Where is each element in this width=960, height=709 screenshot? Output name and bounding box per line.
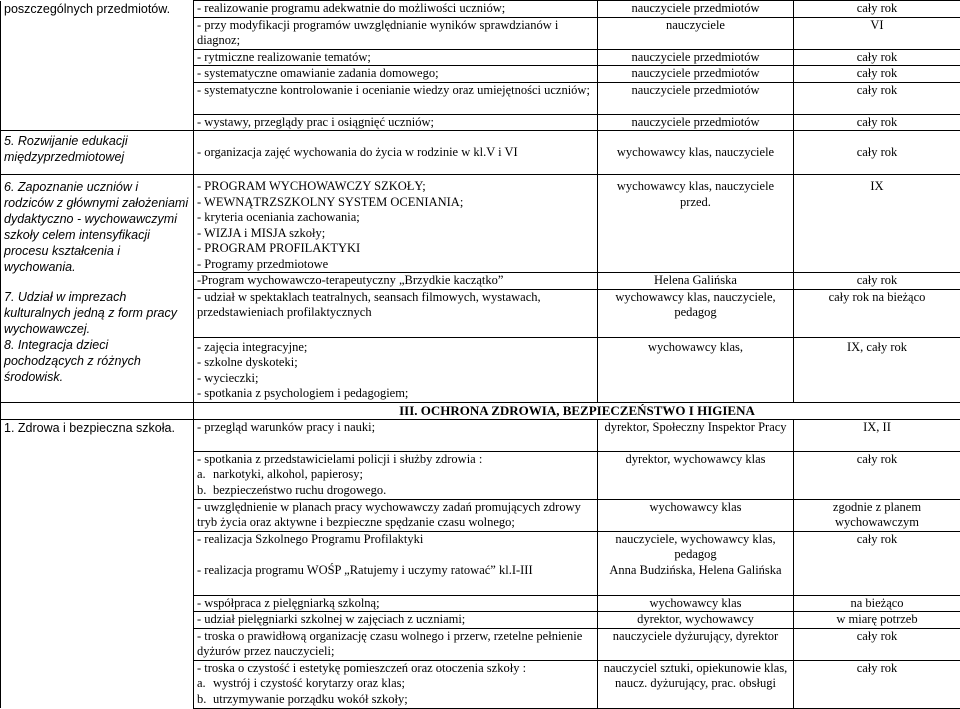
sub-item-number: a. xyxy=(197,467,213,483)
deadline-cell: IX, cały rok xyxy=(794,337,960,402)
task-cell: - uwzględnienie w planach pracy wychowawczy zadań promujących zdrowy tryb życia oraz aktywne i bezpieczne spędzanie czasu wolnego; xyxy=(194,499,598,531)
deadline-text: cały rok xyxy=(857,145,898,159)
deadline-cell: IX xyxy=(794,175,960,273)
task-line: - zajęcia integracyjne; xyxy=(197,340,594,356)
task-cell xyxy=(194,131,598,175)
responsible-cell: nauczyciele przedmiotów xyxy=(598,1,794,18)
task-line: - Programy przedmiotowe xyxy=(197,257,594,273)
sub-item-text: wystrój i czystość korytarzy oraz klas; xyxy=(213,676,405,690)
deadline-cell: w miarę potrzeb xyxy=(794,612,960,629)
task-cell: - udział pielęgniarki szkolnej w zajęciach z uczniami; xyxy=(194,612,598,629)
deadline-cell: cały rok xyxy=(794,82,960,114)
task-cell xyxy=(194,660,598,708)
task-line: - PROGRAM WYCHOWAWCZY SZKOŁY; xyxy=(197,179,594,195)
goal-cell xyxy=(1,402,194,419)
task-line: - WIZJA i MISJA szkoły; xyxy=(197,226,594,242)
task-line: - WEWNĄTRZSZKOLNY SYSTEM OCENIANIA; xyxy=(197,195,594,211)
responsible-cell: nauczyciele dyżurujący, dyrektor xyxy=(598,628,794,660)
responsible-cell: nauczyciel sztuki, opiekunowie klas, naucz. dyżurujący, prac. obsługi xyxy=(598,660,794,708)
responsible-cell: nauczyciele przedmiotów xyxy=(598,66,794,83)
task-cell: - troska o prawidłową organizację czasu wolnego i przerw, rzetelne pełnienie dyżurów przez nauczycieli; xyxy=(194,628,598,660)
goal-heading: 1. Zdrowa i bezpieczna szkoła. xyxy=(4,421,175,435)
task-text: - organizacja zajęć wychowania do życia w rodzinie w kl.V i VI xyxy=(197,145,518,159)
task-line: - spotkania z psychologiem i pedagogiem; xyxy=(197,386,594,402)
goal-cell xyxy=(1,419,194,708)
responsible-cell: wychowawcy klas, nauczyciele przed. xyxy=(598,175,794,273)
deadline-cell xyxy=(794,131,960,175)
sub-item xyxy=(197,467,594,483)
task-cell: - systematyczne kontrolowanie i ocenianie wiedzy oraz umiejętności uczniów; xyxy=(194,82,598,114)
task-cell xyxy=(194,451,598,499)
sub-item-text: narkotyki, alkohol, papierosy; xyxy=(213,467,363,481)
responsible-text: nauczyciele, wychowawcy klas, pedagog xyxy=(601,532,790,563)
deadline-cell: zgodnie z planem wychowawczym xyxy=(794,499,960,531)
sub-item xyxy=(197,676,594,692)
goal-cell xyxy=(1,1,194,131)
task-cell xyxy=(194,337,598,402)
task-line: - PROGRAM PROFILAKTYKI xyxy=(197,241,594,257)
table-row xyxy=(1,131,960,175)
sub-item-number: b. xyxy=(197,483,213,499)
sub-item-number: b. xyxy=(197,692,213,708)
task-line: - spotkania z przedstawicielami policji i służby zdrowia : xyxy=(197,452,594,468)
section-heading: III. OCHRONA ZDROWIA, BEZPIECZEŃSTWO I HIGIENA xyxy=(194,402,960,419)
task-cell: - przegląd warunków pracy i nauki; xyxy=(194,419,598,451)
deadline-cell: cały rok xyxy=(794,451,960,499)
task-line: - realizacja Szkolnego Programu Profilaktyki xyxy=(197,532,594,548)
task-line: - realizacja programu WOŚP „Ratujemy i uczymy ratować” kl.I-III xyxy=(197,563,594,579)
responsible-cell xyxy=(598,131,794,175)
task-line: - wycieczki; xyxy=(197,371,594,387)
deadline-cell: cały rok na bieżąco xyxy=(794,289,960,337)
responsible-cell: nauczyciele przedmiotów xyxy=(598,114,794,131)
sub-item xyxy=(197,483,594,499)
deadline-cell: na bieżąco xyxy=(794,595,960,612)
task-cell: - przy modyfikacji programów uwzględnianie wyników sprawdzianów i diagnoz; xyxy=(194,17,598,49)
responsible-text: Anna Budzińska, Helena Galińska xyxy=(601,563,790,579)
task-line: - kryteria oceniania zachowania; xyxy=(197,210,594,226)
deadline-cell: cały rok xyxy=(794,273,960,290)
task-line: - szkolne dyskoteki; xyxy=(197,355,594,371)
sub-item-text: utrzymywanie porządku wokół szkoły; xyxy=(213,692,408,706)
deadline-cell: IX, II xyxy=(794,419,960,451)
deadline-cell: cały rok xyxy=(794,49,960,66)
deadline-cell: cały rok xyxy=(794,66,960,83)
deadline-cell: cały rok xyxy=(794,660,960,708)
task-cell: -Program wychowawczo-terapeutyczny „Brzydkie kaczątko” xyxy=(194,273,598,290)
responsible-text: wychowawcy klas, nauczyciele xyxy=(617,145,774,159)
deadline-cell: cały rok xyxy=(794,628,960,660)
responsible-cell: dyrektor, wychowawcy klas xyxy=(598,451,794,499)
task-cell xyxy=(194,531,598,595)
task-cell xyxy=(194,175,598,273)
responsible-cell: nauczyciele przedmiotów xyxy=(598,49,794,66)
responsible-cell: dyrektor, wychowawcy xyxy=(598,612,794,629)
responsible-cell: wychowawcy klas, xyxy=(598,337,794,402)
task-cell: - realizowanie programu adekwatnie do możliwości uczniów; xyxy=(194,1,598,18)
responsible-cell xyxy=(598,531,794,595)
task-cell: - współpraca z pielęgniarką szkolną; xyxy=(194,595,598,612)
table-row xyxy=(1,1,960,18)
table-row xyxy=(1,175,960,273)
table-row xyxy=(1,419,960,451)
task-cell: - wystawy, przeglądy prac i osiągnięć uczniów; xyxy=(194,114,598,131)
task-line: - troska o czystość i estetykę pomieszczeń oraz otoczenia szkoły : xyxy=(197,661,594,677)
task-cell: - systematyczne omawianie zadania domowego; xyxy=(194,66,598,83)
deadline-cell: cały rok xyxy=(794,531,960,595)
goal-cell: 8. Integracja dzieci pochodzących z różnych środowisk. xyxy=(1,337,194,402)
deadline-cell: cały rok xyxy=(794,1,960,18)
responsible-cell: nauczyciele xyxy=(598,17,794,49)
task-cell: - rytmiczne realizowanie tematów; xyxy=(194,49,598,66)
deadline-cell: VI xyxy=(794,17,960,49)
responsible-cell: Helena Galińska xyxy=(598,273,794,290)
responsible-cell: wychowawcy klas xyxy=(598,595,794,612)
sub-item-number: a. xyxy=(197,676,213,692)
task-cell: - udział w spektaklach teatralnych, seansach filmowych, wystawach, przedstawieniach profilaktycznych xyxy=(194,289,598,337)
responsible-cell: dyrektor, Społeczny Inspektor Pracy xyxy=(598,419,794,451)
table-row xyxy=(1,337,960,402)
goal-heading: poszczególnych przedmiotów. xyxy=(4,2,170,16)
goal-cell: 7. Udział w imprezach kulturalnych jedną z form pracy wychowawczej. xyxy=(1,289,194,337)
goal-cell: 6. Zapoznanie uczniów i rodziców z głównymi założeniami dydaktyczno - wychowawczymi szkoły celem intensyfikacji procesu kształcenia i wychowania. xyxy=(1,175,194,290)
goal-cell: 5. Rozwijanie edukacji międzyprzedmiotowej xyxy=(1,131,194,175)
table-row xyxy=(1,289,960,337)
sub-item xyxy=(197,692,594,708)
sub-item-text: bezpieczeństwo ruchu drogowego. xyxy=(213,483,386,497)
table-row xyxy=(1,402,960,419)
responsible-cell: wychowawcy klas xyxy=(598,499,794,531)
responsible-cell: nauczyciele przedmiotów xyxy=(598,82,794,114)
responsible-cell: wychowawcy klas, nauczyciele, pedagog xyxy=(598,289,794,337)
deadline-cell: cały rok xyxy=(794,114,960,131)
